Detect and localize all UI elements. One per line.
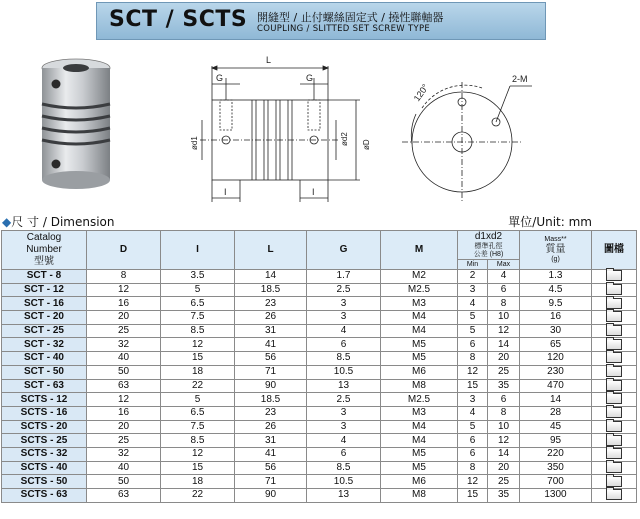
table-cell: 16: [520, 311, 592, 325]
table-cell: M4: [381, 311, 458, 325]
table-cell: 7.5: [161, 311, 235, 325]
cad-download-cell[interactable]: [592, 379, 637, 393]
table-cell: 8: [458, 352, 488, 366]
header-bore: d1xd2 標準孔徑 公差 (H8): [458, 231, 520, 260]
table-row: [2, 270, 637, 284]
header-D: D: [87, 231, 161, 270]
catalog-number-cell: SCTS - 20: [2, 420, 87, 434]
table-cell: 25: [488, 365, 520, 379]
folder-icon[interactable]: [606, 311, 622, 322]
header-I: I: [161, 231, 235, 270]
table-cell: 16: [87, 297, 161, 311]
end-view-drawing: [392, 58, 542, 218]
catalog-number-cell: SCT - 32: [2, 338, 87, 352]
label-I-left: I: [224, 187, 227, 197]
table-cell: 6: [488, 283, 520, 297]
catalog-number-cell: SCT - 20: [2, 311, 87, 325]
folder-icon[interactable]: [606, 339, 622, 350]
table-cell: 3: [307, 311, 381, 325]
cad-download-cell[interactable]: [592, 406, 637, 420]
table-cell: 8.5: [307, 461, 381, 475]
table-cell: 40: [87, 352, 161, 366]
label-L: L: [266, 55, 272, 65]
cad-download-cell[interactable]: [592, 489, 637, 503]
table-cell: 18.5: [235, 393, 307, 407]
catalog-number-cell: SCTS - 40: [2, 461, 87, 475]
table-cell: M5: [381, 338, 458, 352]
table-row: [2, 352, 637, 366]
table-cell: 25: [488, 475, 520, 489]
table-row: [2, 324, 637, 338]
table-cell: 25: [87, 434, 161, 448]
table-cell: 5: [458, 324, 488, 338]
table-cell: 3: [307, 297, 381, 311]
cad-download-cell[interactable]: [592, 447, 637, 461]
table-cell: 12: [161, 338, 235, 352]
cad-download-cell[interactable]: [592, 297, 637, 311]
table-cell: 41: [235, 447, 307, 461]
table-cell: 12: [488, 434, 520, 448]
table-row: [2, 489, 637, 503]
table-cell: 63: [87, 379, 161, 393]
table-row: [2, 461, 637, 475]
header-L: L: [235, 231, 307, 270]
catalog-number-cell: SCTS - 63: [2, 489, 87, 503]
table-cell: 15: [161, 461, 235, 475]
table-cell: 6: [307, 447, 381, 461]
table-cell: 12: [161, 447, 235, 461]
table-cell: 18.5: [235, 283, 307, 297]
table-cell: 6: [458, 338, 488, 352]
table-row: [2, 365, 637, 379]
table-cell: 20: [87, 311, 161, 325]
table-cell: 1.3: [520, 270, 592, 284]
catalog-number-cell: SCT - 50: [2, 365, 87, 379]
table-cell: 22: [161, 379, 235, 393]
cad-download-cell[interactable]: [592, 311, 637, 325]
table-cell: 20: [488, 352, 520, 366]
table-cell: M3: [381, 406, 458, 420]
table-cell: 9.5: [520, 297, 592, 311]
table-cell: 31: [235, 434, 307, 448]
table-cell: 8: [87, 270, 161, 284]
label-angle: 120°: [411, 82, 431, 104]
table-cell: 3: [307, 420, 381, 434]
cad-download-cell[interactable]: [592, 461, 637, 475]
table-cell: 41: [235, 338, 307, 352]
table-cell: 2.5: [307, 283, 381, 297]
table-cell: M8: [381, 489, 458, 503]
catalog-number-cell: SCTS - 16: [2, 406, 87, 420]
table-cell: 6: [458, 434, 488, 448]
table-cell: 12: [488, 324, 520, 338]
folder-icon[interactable]: [606, 380, 622, 391]
table-cell: 56: [235, 352, 307, 366]
table-cell: 26: [235, 420, 307, 434]
table-cell: 50: [87, 475, 161, 489]
table-cell: 230: [520, 365, 592, 379]
table-cell: 18: [161, 365, 235, 379]
table-cell: 10.5: [307, 475, 381, 489]
table-cell: 22: [161, 489, 235, 503]
table-row: [2, 475, 637, 489]
table-cell: 6.5: [161, 297, 235, 311]
table-cell: M4: [381, 434, 458, 448]
folder-icon[interactable]: [606, 393, 622, 404]
header-catalog: Catalog Number 型號: [2, 231, 87, 270]
table-cell: 15: [161, 352, 235, 366]
table-cell: 23: [235, 297, 307, 311]
table-cell: 6: [488, 393, 520, 407]
table-cell: 4: [458, 406, 488, 420]
cad-download-cell[interactable]: [592, 324, 637, 338]
table-cell: 20: [87, 420, 161, 434]
table-cell: 12: [458, 365, 488, 379]
header-d-max: Max: [488, 260, 520, 270]
table-cell: 15: [458, 379, 488, 393]
table-cell: 12: [458, 475, 488, 489]
folder-icon[interactable]: [606, 421, 622, 432]
product-title: SCT / SCTS: [109, 7, 248, 32]
table-cell: 10: [488, 420, 520, 434]
table-cell: 8.5: [161, 434, 235, 448]
table-cell: M6: [381, 475, 458, 489]
table-cell: 10.5: [307, 365, 381, 379]
table-cell: 10: [488, 311, 520, 325]
table-cell: 350: [520, 461, 592, 475]
table-cell: 32: [87, 338, 161, 352]
table-cell: M5: [381, 461, 458, 475]
cad-download-cell[interactable]: [592, 270, 637, 284]
cad-download-cell[interactable]: [592, 365, 637, 379]
cad-download-cell[interactable]: [592, 338, 637, 352]
table-cell: 31: [235, 324, 307, 338]
table-cell: 7.5: [161, 420, 235, 434]
table-row: [2, 297, 637, 311]
table-cell: M2.5: [381, 283, 458, 297]
table-cell: M6: [381, 365, 458, 379]
table-cell: 4: [488, 270, 520, 284]
table-cell: 8.5: [307, 352, 381, 366]
side-view-drawing: [180, 50, 390, 210]
table-cell: 4: [307, 434, 381, 448]
label-d1: ød1: [190, 136, 199, 150]
table-cell: 90: [235, 379, 307, 393]
table-cell: 6.5: [161, 406, 235, 420]
catalog-number-cell: SCTS - 12: [2, 393, 87, 407]
product-photo: [36, 58, 116, 190]
table-cell: 14: [520, 393, 592, 407]
table-row: [2, 311, 637, 325]
table-cell: 14: [235, 270, 307, 284]
table-cell: 12: [87, 283, 161, 297]
table-cell: 470: [520, 379, 592, 393]
table-cell: M3: [381, 297, 458, 311]
cad-download-cell[interactable]: [592, 475, 637, 489]
folder-icon[interactable]: [606, 366, 622, 377]
table-cell: 71: [235, 365, 307, 379]
table-cell: M4: [381, 420, 458, 434]
table-cell: 20: [488, 461, 520, 475]
label-d2: ød2: [340, 132, 349, 146]
table-cell: 4: [307, 324, 381, 338]
spec-table: [1, 230, 637, 503]
catalog-number-cell: SCT - 63: [2, 379, 87, 393]
catalog-number-cell: SCT - 16: [2, 297, 87, 311]
label-screws: 2-M: [512, 74, 528, 84]
header-G: G: [307, 231, 381, 270]
table-cell: 2: [458, 270, 488, 284]
table-cell: 13: [307, 379, 381, 393]
table-row: [2, 393, 637, 407]
folder-icon[interactable]: [606, 476, 622, 487]
table-cell: 25: [87, 324, 161, 338]
table-cell: 700: [520, 475, 592, 489]
table-cell: 12: [87, 393, 161, 407]
table-cell: 8: [458, 461, 488, 475]
folder-icon[interactable]: [606, 462, 622, 473]
table-cell: 3.5: [161, 270, 235, 284]
table-row: [2, 379, 637, 393]
table-cell: 65: [520, 338, 592, 352]
table-cell: 95: [520, 434, 592, 448]
table-cell: M2.5: [381, 393, 458, 407]
table-cell: 14: [488, 447, 520, 461]
table-cell: 18: [161, 475, 235, 489]
table-cell: 26: [235, 311, 307, 325]
table-cell: 63: [87, 489, 161, 503]
table-cell: 13: [307, 489, 381, 503]
catalog-number-cell: SCT - 8: [2, 270, 87, 284]
catalog-number-cell: SCTS - 25: [2, 434, 87, 448]
label-D: øD: [362, 139, 371, 150]
label-G-left: G: [216, 73, 224, 83]
table-cell: 32: [87, 447, 161, 461]
table-cell: 45: [520, 420, 592, 434]
table-cell: 5: [458, 311, 488, 325]
table-cell: M8: [381, 379, 458, 393]
folder-icon[interactable]: [606, 352, 622, 363]
table-cell: 120: [520, 352, 592, 366]
table-cell: 2.5: [307, 393, 381, 407]
cad-download-cell[interactable]: [592, 393, 637, 407]
header-M: M: [381, 231, 458, 270]
table-cell: 6: [458, 447, 488, 461]
table-cell: M4: [381, 324, 458, 338]
table-cell: M5: [381, 352, 458, 366]
table-cell: 3: [458, 283, 488, 297]
table-cell: 35: [488, 379, 520, 393]
table-cell: 8: [488, 297, 520, 311]
cad-download-cell[interactable]: [592, 283, 637, 297]
cad-download-cell[interactable]: [592, 434, 637, 448]
table-cell: 4: [458, 297, 488, 311]
catalog-number-cell: SCT - 40: [2, 352, 87, 366]
table-cell: 14: [488, 338, 520, 352]
cad-download-cell[interactable]: [592, 420, 637, 434]
table-row: [2, 420, 637, 434]
table-row: [2, 406, 637, 420]
table-cell: 5: [458, 420, 488, 434]
table-cell: 23: [235, 406, 307, 420]
table-cell: 5: [161, 393, 235, 407]
section-title: ◆尺 寸 / Dimension: [2, 215, 115, 229]
folder-icon[interactable]: [606, 407, 622, 418]
table-cell: 3: [307, 406, 381, 420]
diamond-bullet-icon: ◆: [2, 215, 12, 229]
table-cell: 50: [87, 365, 161, 379]
table-cell: 16: [87, 406, 161, 420]
folder-icon[interactable]: [606, 284, 622, 295]
table-cell: M2: [381, 270, 458, 284]
header-cad: 圖檔: [592, 231, 637, 270]
cad-download-cell[interactable]: [592, 352, 637, 366]
table-cell: 4.5: [520, 283, 592, 297]
table-cell: 40: [87, 461, 161, 475]
table-cell: 6: [307, 338, 381, 352]
table-row: [2, 338, 637, 352]
folder-icon[interactable]: [606, 325, 622, 336]
table-cell: 56: [235, 461, 307, 475]
folder-icon[interactable]: [606, 448, 622, 459]
table-cell: 8.5: [161, 324, 235, 338]
table-row: [2, 447, 637, 461]
table-cell: 15: [458, 489, 488, 503]
table-cell: 8: [488, 406, 520, 420]
table-row: [2, 434, 637, 448]
label-I-right: I: [312, 187, 315, 197]
header-d-min: Min: [458, 260, 488, 270]
unit-label: 單位/Unit: mm: [508, 215, 592, 229]
table-cell: 5: [161, 283, 235, 297]
table-cell: 1300: [520, 489, 592, 503]
folder-icon[interactable]: [606, 489, 622, 500]
table-cell: 35: [488, 489, 520, 503]
header-banner: [96, 2, 546, 40]
folder-icon[interactable]: [606, 298, 622, 309]
table-cell: 90: [235, 489, 307, 503]
table-cell: 220: [520, 447, 592, 461]
table-row: [2, 283, 637, 297]
folder-icon[interactable]: [606, 435, 622, 446]
folder-icon[interactable]: [606, 270, 622, 281]
table-cell: 28: [520, 406, 592, 420]
table-cell: 1.7: [307, 270, 381, 284]
catalog-number-cell: SCT - 25: [2, 324, 87, 338]
product-subtitle-en: COUPLING / SLITTED SET SCREW TYPE: [257, 24, 431, 34]
table-cell: 3: [458, 393, 488, 407]
label-G-right: G: [306, 73, 314, 83]
catalog-number-cell: SCTS - 32: [2, 447, 87, 461]
catalog-number-cell: SCTS - 50: [2, 475, 87, 489]
table-cell: 71: [235, 475, 307, 489]
header-mass: Mass** 質量 (g): [520, 231, 592, 270]
table-cell: 30: [520, 324, 592, 338]
product-subtitle-zh: 開縫型 / 止付螺絲固定式 / 撓性聯軸器: [257, 11, 444, 24]
table-cell: M5: [381, 447, 458, 461]
catalog-number-cell: SCT - 12: [2, 283, 87, 297]
